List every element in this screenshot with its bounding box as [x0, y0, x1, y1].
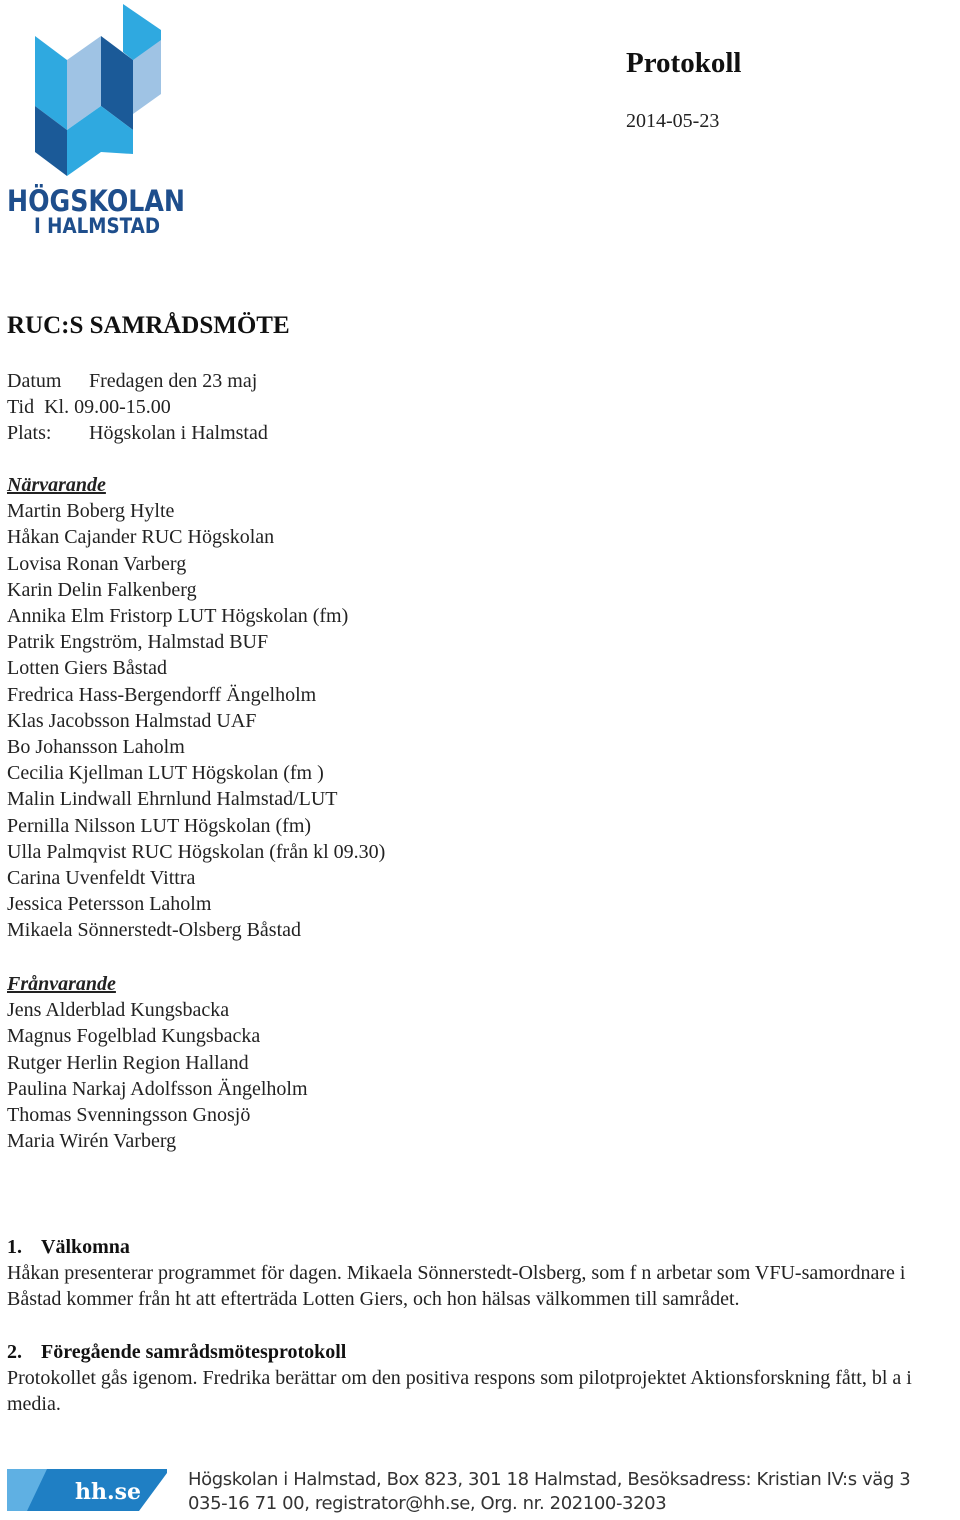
absent-heading: Frånvarande: [7, 973, 116, 995]
time-value: Kl. 09.00-15.00: [44, 396, 171, 419]
document-header: [626, 44, 741, 134]
document-date: 2014-05-23: [626, 110, 720, 132]
footer-line-1: Högskolan i Halmstad, Box 823, 301 18 Halmstad, Besöksadress: Kristian IV:s väg 3: [188, 1469, 911, 1490]
meta-time-row: [7, 394, 268, 420]
list-item: Malin Lindwall Ehrnlund Halmstad/LUT: [7, 788, 338, 811]
meeting-title: RUC:S SAMRÅDSMÖTE: [7, 312, 290, 339]
list-item: Cecilia Kjellman LUT Högskolan (fm ): [7, 762, 324, 785]
list-item: Martin Boberg Hylte: [7, 500, 175, 523]
meta-date-row: [7, 368, 268, 394]
absent-section: [7, 971, 308, 1154]
logo-line2: I HALMSTAD: [34, 214, 160, 238]
time-label: Tid: [7, 396, 35, 419]
list-item: Fredrica Hass-Bergendorff Ängelholm: [7, 683, 317, 706]
badge-text: hh.se: [75, 1479, 142, 1505]
agenda-item-2: [7, 1339, 957, 1418]
agenda-item-number: 2.: [7, 1341, 22, 1363]
list-item: Ulla Palmqvist RUC Högskolan (från kl 09.30): [7, 840, 386, 863]
hogskolan-logo: [5, 2, 187, 236]
document-title: Protokoll: [626, 47, 742, 79]
agenda-item-heading: [7, 1339, 957, 1365]
list-item: Lovisa Ronan Varberg: [7, 552, 187, 575]
agenda-item-text: Håkan presenterar programmet för dagen. Mikaela Sönnerstedt-Olsberg, som f n arbetar som VFU-samordnare i Båstad kommer från ht att efterträda Lotten Giers, och hon hälsas välkommen till samrådet.: [7, 1262, 906, 1311]
hh-se-badge: [7, 1469, 167, 1511]
list-item: Thomas Svenningsson Gnosjö: [7, 1104, 251, 1127]
list-item: Maria Wirén Varberg: [7, 1130, 177, 1153]
agenda-item-title: Föregående samrådsmötesprotokoll: [41, 1341, 347, 1363]
list-item: Pernilla Nilsson LUT Högskolan (fm): [7, 814, 312, 837]
list-item: Magnus Fogelblad Kungsbacka: [7, 1025, 261, 1048]
date-value: Fredagen den 23 maj: [89, 370, 258, 392]
list-item: Bo Johansson Laholm: [7, 736, 185, 759]
agenda-item-number: 1.: [7, 1236, 22, 1258]
list-item: Annika Elm Fristorp LUT Högskolan (fm): [7, 605, 349, 628]
agenda-item-title: Välkomna: [41, 1236, 130, 1258]
list-item: Paulina Narkaj Adolfsson Ängelholm: [7, 1077, 308, 1100]
footer-address: [188, 1468, 910, 1516]
list-item: Karin Delin Falkenberg: [7, 578, 197, 601]
list-item: Jens Alderblad Kungsbacka: [7, 999, 230, 1022]
list-item: Patrik Engström, Halmstad BUF: [7, 631, 269, 654]
place-label: Plats:: [7, 422, 52, 445]
list-item: Carina Uvenfeldt Vittra: [7, 867, 196, 890]
list-item: Mikaela Sönnerstedt-Olsberg Båstad: [7, 919, 302, 942]
present-heading: Närvarande: [7, 474, 106, 496]
meeting-meta: [7, 368, 268, 447]
footer-line-2: 035-16 71 00, registrator@hh.se, Org. nr. 202100-3203: [188, 1493, 667, 1514]
agenda-item-1: [7, 1234, 957, 1313]
list-item: Håkan Cajander RUC Högskolan: [7, 526, 275, 549]
logo-mark-icon: [35, 4, 161, 176]
date-label: Datum: [7, 370, 62, 392]
list-item: Rutger Herlin Region Halland: [7, 1051, 249, 1074]
list-item: Lotten Giers Båstad: [7, 657, 167, 680]
meta-place-row: [7, 420, 268, 446]
agenda-item-heading: [7, 1234, 957, 1260]
present-list: [7, 498, 385, 943]
absent-list: [7, 997, 308, 1154]
agenda-item-text: Protokollet gås igenom. Fredrika berättar om den positiva respons som pilotprojektet Aktionsforskning fått, bl a i media.: [7, 1367, 912, 1416]
present-section: [7, 472, 385, 944]
place-value: Högskolan i Halmstad: [89, 422, 268, 445]
list-item: Jessica Petersson Laholm: [7, 893, 212, 916]
list-item: Klas Jacobsson Halmstad UAF: [7, 709, 257, 732]
logo-line1: HÖGSKOLAN: [7, 184, 185, 218]
